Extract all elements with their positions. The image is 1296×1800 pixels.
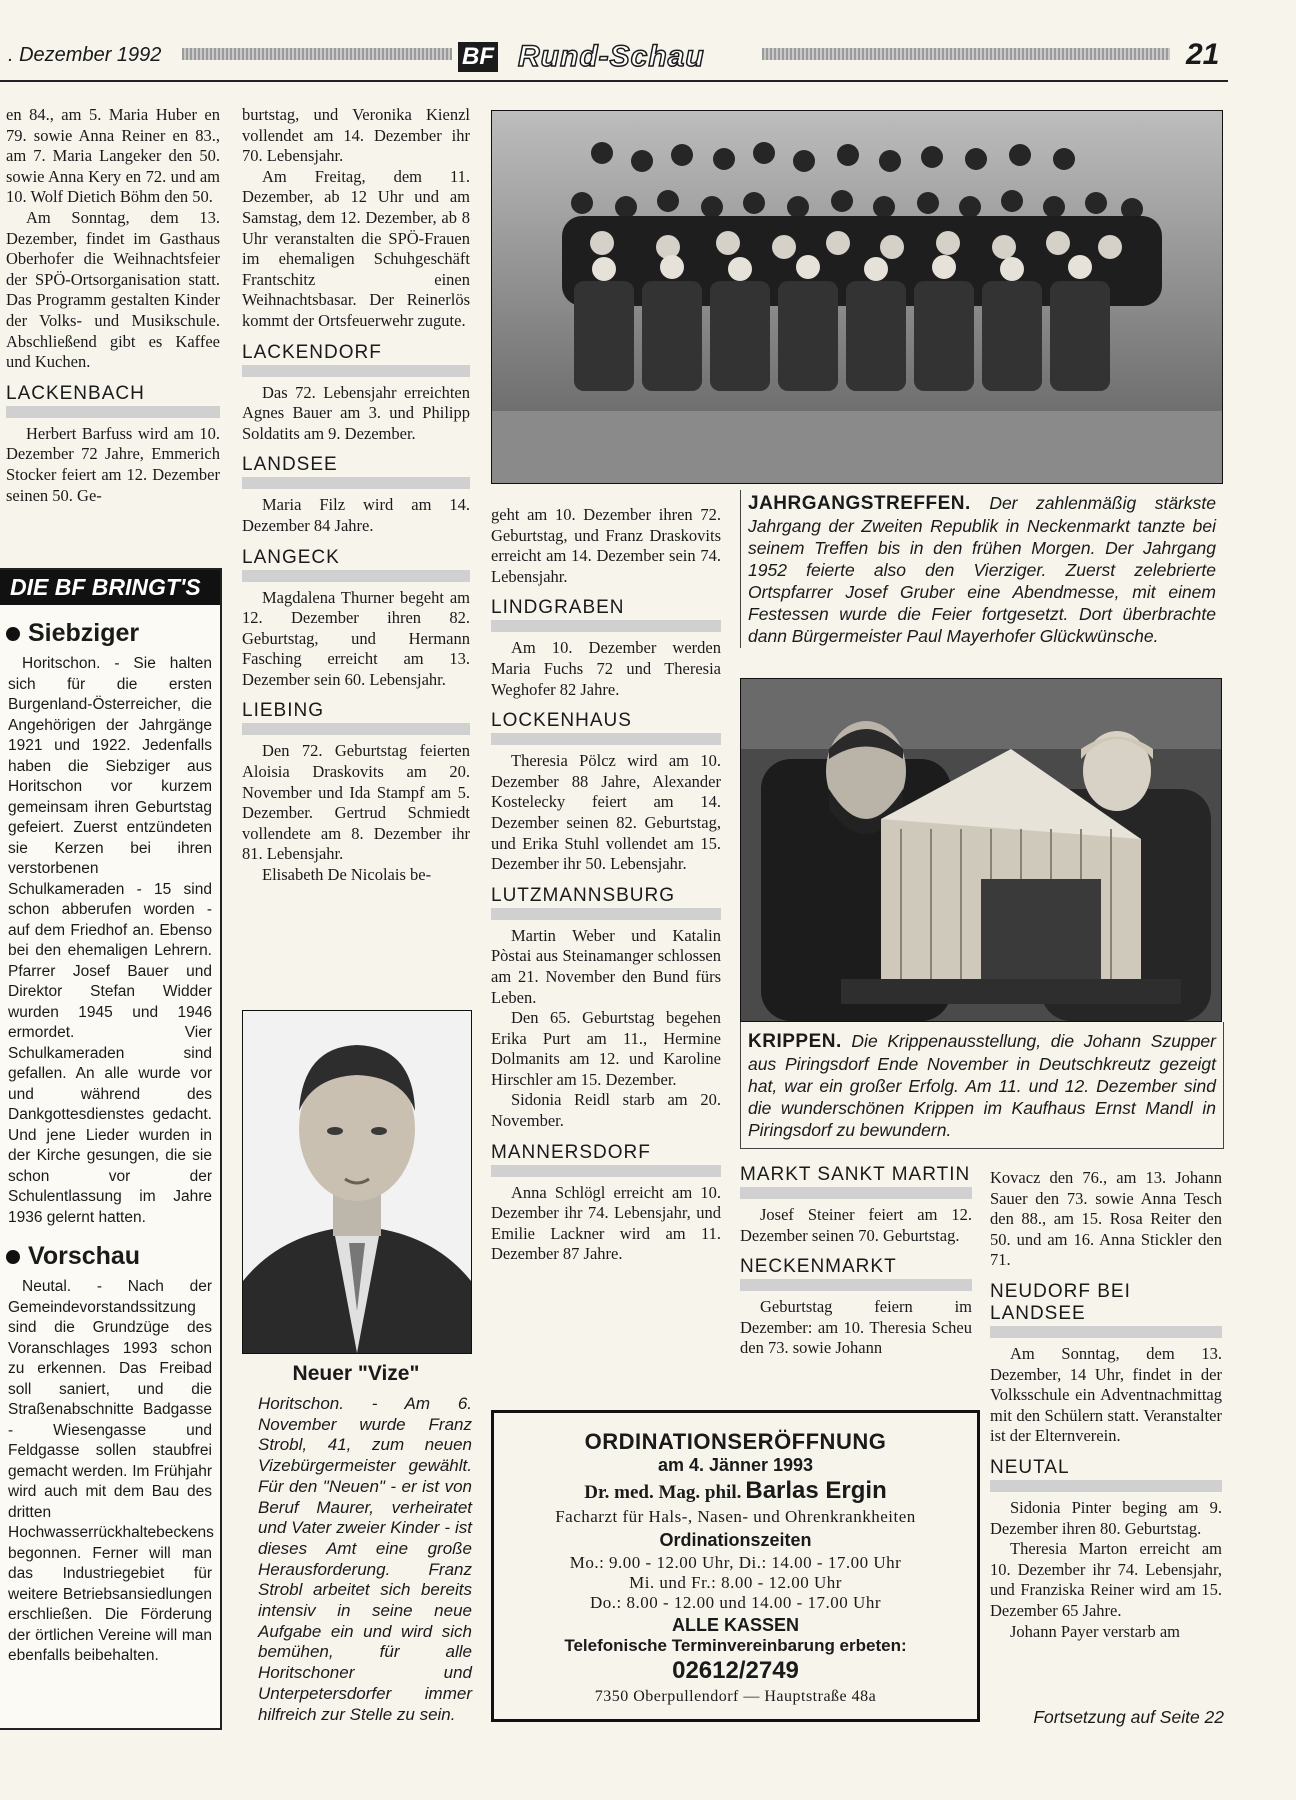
bullet-icon <box>6 627 20 641</box>
col1-paragraph: en 84., am 5. Maria Huber en 79. sowie Anna Reiner en 83., am 7. Maria Langeker den 50. sowie Anna Kery en 72. und am 10. Wolf Dietich Böhm den 50. <box>6 105 220 207</box>
ad-address: 7350 Oberpullendorf — Hauptstraße 48a <box>594 1688 877 1705</box>
col2-paragraph: burtstag, und Veronika Kienzl vollendet am 14. Dezember ihr 70. Lebensjahr. <box>242 105 470 166</box>
section-text: Anna Schlögl erreicht am 10. Dezember ihr 74. Lebensjahr, und Emilie Lackner wird am 11. Dezember 87 Jahre. <box>491 1182 721 1264</box>
ad-hours: Mo.: 9.00 - 12.00 Uhr, Di.: 14.00 - 17.00 Uhr <box>569 1553 902 1572</box>
section-title: MARKT SANKT MARTIN <box>740 1164 972 1199</box>
ad-insurance: ALLE KASSEN <box>671 1615 799 1635</box>
section-text: Am 10. Dezember werden Maria Fuchs 72 und Theresia Weghofer 82 Jahre. <box>491 638 721 699</box>
section-title-lackenbach: LACKENBACH <box>6 383 220 418</box>
col2-paragraph: Am Freitag, dem 11. Dezember, ab 12 Uhr und am Samstag, dem 12. Dezember, ab 8 Uhr veranstalten die SPÖ-Frauen im ehemaligen Schuhgeschäft Frantschitz einen Weihnachtsbasar. Der Reinerlös kommt der Ortsfeuerwehr zugute. <box>242 166 470 330</box>
bullet-icon <box>6 1250 20 1264</box>
krippen-image <box>741 679 1221 1021</box>
sidebar-text-siebziger: Horitschon. - Sie halten sich für die ersten Burgenland-Österreicher, die Angehörigen der Jahrgänge 1921 und 1922. Jedenfalls haben die Siebziger aus Horitschon vor kurzem gemeinsam ihren Geburtstag gefeiert. Zuerst entzündeten sie Kerzen bei ihren verstorbenen Schulkameraden - 15 sind schon abberufen worden - auf dem Friedhof an. Ebenso bei den ehemaligen Lehrern. Pfarrer Josef Bauer und Direktor Stefan Widder wurden 1945 und 1946 ermordet. Vier Schulkameraden sind gefallen. An alle wurde vor und während des Dankgottesdienstes gedacht. Und jene Lieder wurden in der Kirche gesungen, die sie schon vor der Schulentlassung im Jahre 1936 gelernt hatten. <box>8 655 212 1226</box>
section-text: Sidonia Reidl starb am 20. November. <box>491 1090 721 1131</box>
group-photo <box>491 110 1223 484</box>
column-1 <box>6 105 220 506</box>
header-logo-bf: BF <box>458 42 498 72</box>
column-4 <box>740 1160 972 1359</box>
ad-date: am 4. Jänner 1993 <box>657 1455 814 1475</box>
section-text: Josef Steiner feiert am 12. Dezember seinen 70. Geburtstag. <box>740 1205 972 1245</box>
ad-hours-title: Ordinationszeiten <box>659 1530 812 1550</box>
sidebar-title: DIE BF BRINGT'S <box>0 570 220 605</box>
section-text: Geburtstag feiern im Dezember: am 10. Theresia Scheu den 73. sowie Johann <box>740 1297 972 1358</box>
page-number: 21 <box>1186 38 1220 71</box>
section-text: Das 72. Lebensjahr erreichten Agnes Bauer am 3. und Philipp Soldatits am 9. Dezember. <box>242 382 470 443</box>
continued-note: Fortsetzung auf Seite 22 <box>1033 1707 1224 1727</box>
krippen-photo <box>740 678 1222 1022</box>
portrait-photo <box>242 1010 472 1354</box>
caption-divider <box>740 490 741 648</box>
section-text: Elisabeth De Nicolais be- <box>262 865 432 885</box>
header-rule-right <box>762 48 1170 62</box>
caption-lead: JAHRGANGSTREFFEN. <box>748 493 971 514</box>
ad-title: ORDINATIONSERÖFFNUNG <box>584 1429 887 1454</box>
header-underline <box>0 80 1228 82</box>
section-title: LANGECK <box>242 547 470 582</box>
sidebar-box <box>0 568 222 1730</box>
group-photo-caption <box>748 492 1216 647</box>
portrait-text: Horitschon. - Am 6. November wurde Franz Strobl, 41, zum neuen Vizebürgermeister gewählt. Für den "Neuen" - er ist von Beruf Maurer, verheiratet und Vater zweier Kinder - ist dieses Amt eine große Herausforderung. Franz Strobl arbeitet sich bereits intensiv in seine neue Aufgabe ein und wird sich bemühen, für alle Horitschoner und Unterpetersdorfer immer hilfreich zur Stelle zu sein. <box>258 1394 472 1724</box>
section-text: Am Sonntag, dem 13. Dezember, 14 Uhr, findet in der Volksschule ein Adventnachmittag mit den Schülern statt. Veranstalter ist der Elternverein. <box>990 1343 1222 1446</box>
header-date: . Dezember 1992 <box>8 44 162 66</box>
section-title: LUTZMANNSBURG <box>491 885 721 920</box>
section-text: Den 72. Geburtstag feierten Aloisia Draskovits am 20. November und Ida Stampf am 5. Dezember. Gertrud Schmiedt vollendete am 8. Dezember ihr 81. Lebensjahr. <box>242 741 470 864</box>
caption-text: Der zahlenmäßig stärkste Jahrgang der Zweiten Republik in Neckenmarkt tanzte bei seinem Treffen bis in den frühen Morgen. Der Jahrgang 1952 feierte also den Vierziger. Zuerst zelebrierte Ortspfarrer Josef Gruber eine Abendmesse, mit einem Festessen wurde die Feier fortgesetzt. Dort überbrachte dann Bürgermeister Paul Mayerhofer Glückwünsche. <box>748 493 1216 646</box>
section-text-lackenbach: Herbert Barfuss wird am 10. Dezember 72 Jahre, Emmerich Stocker feiert am 12. Dezember seinen 50. Ge- <box>6 423 220 505</box>
column-3 <box>491 505 721 1265</box>
section-title: LANDSEE <box>242 454 470 489</box>
col1-paragraph: Am Sonntag, dem 13. Dezember, findet im Gasthaus Oberhofer die Weihnachtsfeier der SPÖ-Ortsorganisation statt. Das Programm gestalten Kinder der Volks- und Musikschule. Abschließend gibt es Kaffee und Kuchen. <box>6 207 220 372</box>
section-text: Magdalena Thurner begeht am 12. Dezember ihren 82. Geburtstag, und Hermann Fasching erreicht am 13. Dezember sein 60. Lebensjahr. <box>242 587 470 689</box>
ad-specialty: Facharzt für Hals-, Nasen- und Ohrenkrankheiten <box>555 1507 916 1526</box>
sidebar-sub-vorschau: Vorschau <box>6 1242 220 1271</box>
section-text: Johann Payer verstarb am <box>1010 1621 1180 1641</box>
col3-paragraph: geht am 10. Dezember ihren 72. Geburtstag, und Franz Draskovits erreicht am 14. Dezember sein 74. Lebensjahr. <box>491 505 721 586</box>
ad-hours: Mi. und Fr.: 8.00 - 12.00 Uhr <box>629 1573 842 1592</box>
ad-doctor: Dr. med. Mag. phil. Barlas Ergin <box>584 1477 887 1504</box>
ad-phone-note: Telefonische Terminvereinbarung erbeten: <box>564 1636 907 1655</box>
sidebar-text-vorschau: Neutal. - Nach der Gemeindevorstandssitzung sind die Grundzüge des Voranschlages 1993 schon zu erkennen. Das Freibad soll saniert, und die Straßenabschnitte Badgasse - Wiesengasse und Feldgasse sollen staubfrei gemacht werden. Im Frühjahr wird auch mit dem Bau des dritten Hochwasserrückhaltebeckens begonnen. Ferner will man das Industriegebiet für weitere Betriebsansiedlungen erschließen. Die Förderung der örtlichen Vereine will man ebenfalls beibehalten. <box>8 1278 214 1664</box>
section-title: LINDGRABEN <box>491 597 721 632</box>
caption-text: Die Krippenausstellung, die Johann Szupper aus Piringsdorf Ende November in Deutschkreutz gezeigt hat, war ein großer Erfolg. Am 11. und 12. Dezember sind die wunderschönen Krippen im Kaufhaus Ernst Mandl in Piringsdorf zu bewundern. <box>748 1031 1216 1140</box>
portrait-title: Neuer "Vize" <box>292 1362 420 1385</box>
portrait-image <box>243 1011 471 1353</box>
section-title: LACKENDORF <box>242 342 470 377</box>
ad-hours: Do.: 8.00 - 12.00 und 14.00 - 17.00 Uhr <box>589 1593 881 1612</box>
doctor-advertisement <box>491 1410 980 1722</box>
group-photo-image <box>492 111 1222 483</box>
section-title: LIEBING <box>242 700 470 735</box>
col5-paragraph: Kovacz den 76., am 13. Johann Sauer den 73. sowie Anna Tesch den 88., am 15. Rosa Reiter den 50. und am 16. Anna Stickler den 71. <box>990 1168 1222 1270</box>
section-title: NEUDORF BEI LANDSEE <box>990 1281 1222 1338</box>
section-text: Theresia Pölcz wird am 10. Dezember 88 Jahre, Alexander Kostelecky feiert am 14. Dezember seinen 82. Geburtstag, und Erika Stuhl vollendet am 15. Dezember ihr 50. Lebensjahr. <box>491 751 721 874</box>
caption-lead: KRIPPEN. <box>748 1031 842 1052</box>
section-text: Sidonia Pinter beging am 9. Dezember ihren 80. Geburtstag. <box>990 1497 1222 1538</box>
header-rule-left <box>182 48 452 62</box>
column-5 <box>990 1168 1222 1642</box>
section-text: Maria Filz wird am 14. Dezember 84 Jahre. <box>242 495 470 535</box>
header-logo-title: Rund-Schau <box>518 40 705 73</box>
caption-box-line <box>740 1022 1224 1149</box>
ad-phone: 02612/2749 <box>672 1657 799 1684</box>
sidebar-sub-siebziger: Siebziger <box>6 619 220 648</box>
section-title: MANNERSDORF <box>491 1142 721 1177</box>
section-text: Theresia Marton erreicht am 10. Dezember ihr 74. Lebensjahr, und Franziska Reiner wird am 15. Dezember 65 Jahre. <box>990 1539 1222 1620</box>
section-text: Martin Weber und Katalin Pòstai aus Steinamanger schlossen am 21. November den Bund fürs Leben. <box>491 925 721 1007</box>
column-2 <box>242 105 470 886</box>
section-title: LOCKENHAUS <box>491 710 721 745</box>
section-text: Den 65. Geburtstag begehen Erika Purt am 11., Hermine Dolmanits am 12. und Karoline Hirschler am 15. Dezember. <box>491 1008 721 1089</box>
section-title: NEUTAL <box>990 1457 1222 1492</box>
section-title: NECKENMARKT <box>740 1256 972 1291</box>
page-header <box>0 38 1228 78</box>
